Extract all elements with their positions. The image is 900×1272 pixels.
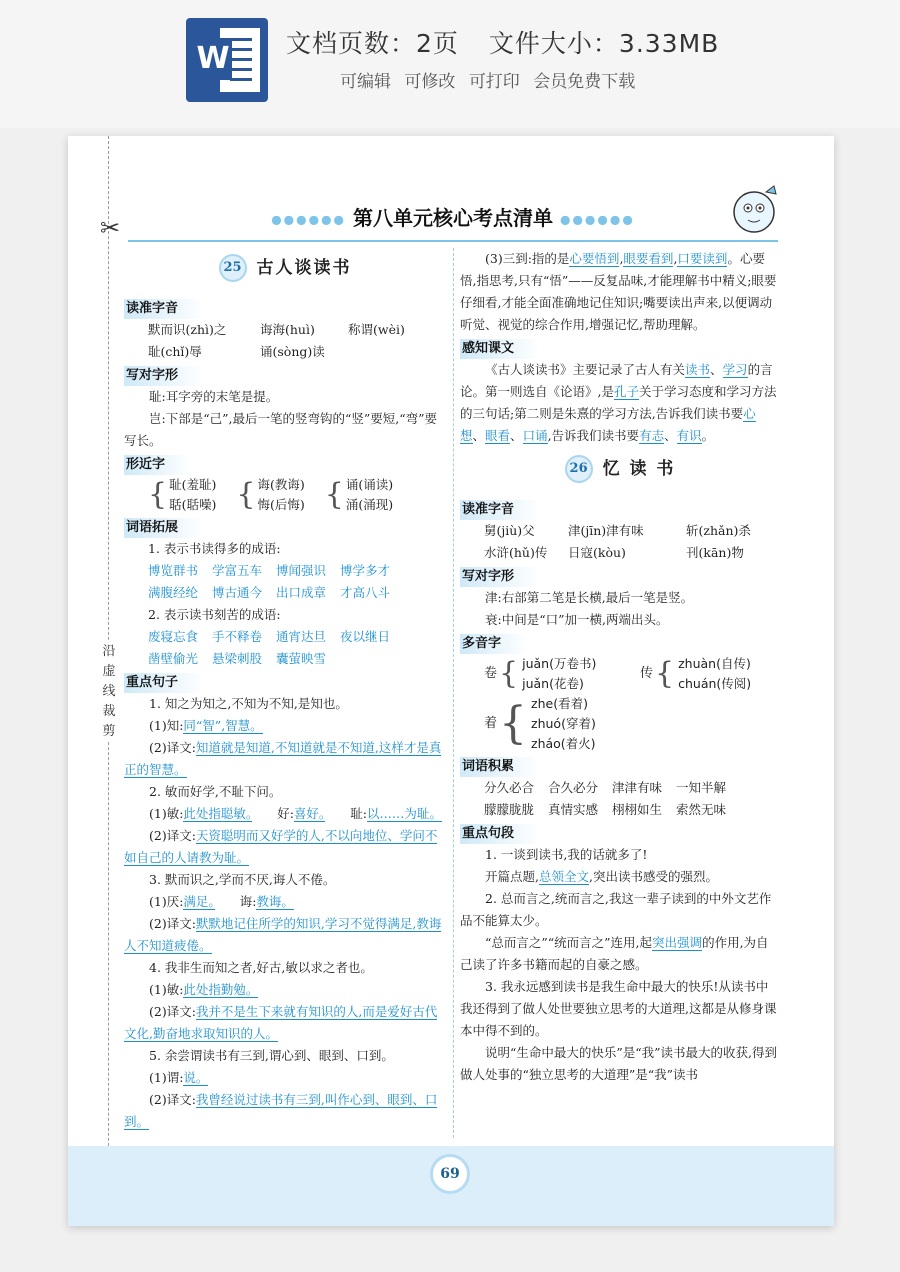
answer: 知道就是知道,不知道就是不知道,这样才是真正的智慧。 [124,740,442,777]
document-page [68,136,834,1226]
lesson-number-badge: 25 [219,254,247,282]
pron-item: 刊(kān)物 [686,545,744,560]
polyphone-row [460,654,780,694]
feature-modifiable: 可修改 [404,72,456,92]
word: 合久必分 [548,780,599,795]
polyphone-group: 传 { zhuàn(自传) chuán(传阅) [640,654,751,694]
annotation: (2)译文:我曾经说过读书有三到,叫作心到、眼到、口到。 [124,1092,438,1129]
download-banner [0,0,900,128]
word: 索然无味 [676,802,727,817]
annotation: (1)敏:此处指聪敏。 好:喜好。 耻:以……为耻。 [149,806,442,821]
similar-chars [124,475,446,515]
idiom: 夜以继日 [340,629,391,644]
polyphone-group: 卷 { juǎn(万卷书) juǎn(花卷) [460,654,640,694]
pron-item: 舅(jiù)父 [484,523,535,538]
pron-row [460,542,780,564]
polyphone-reading: zháo(着火) [531,736,596,751]
similar-group: { 诲(教诲) 悔(后悔) [236,475,304,515]
answer: 孔子 [613,384,639,399]
annotation: “总而言之”“统而言之”连用,起突出强调的作用,为自己读了许多书籍而起的自豪之感。 [460,935,769,972]
key-sentence: 2. 总而言之,统而言之,我这一辈子读到的中外文艺作品不能算太少。 [460,891,772,928]
pron-item: 诲海(huì) [260,322,315,337]
annotation: (2)译文:我并不是生下来就有知识的人,而是爱好古代文化,勤奋地求取知识的人。 [124,1004,438,1041]
idiom: 出口成章 [276,585,327,600]
answer: 同“智”,智慧。 [183,718,263,733]
page-footer [68,1146,834,1226]
unit-title-text: 第八单元核心考点清单 [353,206,553,230]
word: 一知半解 [676,780,727,795]
polyphone-reading: zhe(看着) [531,696,588,711]
annotation: (2)译文:默默地记住所学的知识,学习不觉得满足,教诲人不知道疲倦。 [124,916,442,953]
lesson-25-column [124,248,446,1133]
pron-item: 耻(chǐ)辱 [148,344,202,359]
idiom: 学富五车 [212,563,263,578]
key-sentence: 4. 我非生而知之者,好古,敏以求之者也。 [149,960,373,975]
word-letter: W [194,38,232,80]
polyphone-group: 着 { zhe(看着) zhuó(穿着) zháo(着火) [460,694,780,754]
polyphone-reading: juǎn(花卷) [522,676,584,691]
polyphone-char: 着 [484,716,498,731]
title-underline [128,240,778,242]
similar-item: 涌(涌现) [345,497,394,512]
word: 分久必合 [484,780,535,795]
answer: 以……为耻。 [366,806,442,821]
unit-title-bar [128,196,778,242]
key-sentence: 1. 一谈到读书,我的话就多了! [485,847,648,862]
word-document-icon [186,18,268,102]
scissors-icon: ✂ [100,214,121,242]
pron-item: 斩(zhǎn)杀 [686,523,751,538]
polyphone-reading: zhuàn(自传) [678,656,751,671]
idiom-question: 1. 表示书读得多的成语: [148,541,281,556]
pron-item: 水浒(hǔ)传 [484,545,548,560]
pron-item: 称谓(wèi) [348,322,405,337]
polyphone-reading: zhuó(穿着) [531,716,596,731]
section-key-paragraphs: 重点句段 [460,824,540,844]
unit-title: ●●●●●● 第八单元核心考点清单 ●●●●●● [271,206,635,230]
idiom: 博闻强识 [276,563,327,578]
idiom: 手不释卷 [212,629,263,644]
similar-item: 耻(羞耻) [169,477,217,492]
key-sentence: 1. 知之为知之,不知为不知,是知也。 [149,696,348,711]
writing-note: 耻:耳字旁的末笔是提。 [149,389,279,404]
right-column [460,248,780,1086]
lesson-26-heading [460,455,780,489]
polyphone-reading: chuán(传阅) [678,676,752,691]
column-divider [453,248,454,1138]
word: 津津有味 [612,780,663,795]
lesson-title: 古人谈读书 [256,258,352,278]
key-sentence: 3. 我永远感到读书是我生命中最大的快乐!从读书中我还得到了做人处世要独立思考的大道理,这都是从修身课本中得不到的。 [460,979,777,1038]
annotation: (2)译文:知道就是知道,不知道就是不知道,这样才是真正的智慧。 [124,740,442,777]
key-sentence: 5. 余尝谓读书有三到,谓心到、眼到、口到。 [149,1048,394,1063]
pron-item: 津(jīn)津有味 [568,523,644,538]
polyphone-reading: juǎn(万卷书) [522,656,597,671]
file-info [286,24,749,60]
page-number: 69 [430,1154,470,1194]
feature-printable: 可打印 [468,72,520,92]
answer: 说。 [183,1070,209,1085]
feature-member-download: 会员免费下载 [533,72,636,92]
answer: 我曾经说过读书有三到,叫作心到、眼到、口到。 [124,1092,438,1129]
polyphone-char: 卷 [484,666,498,681]
similar-group: { 耻(羞耻) 聒(聒噪) [148,475,216,515]
perceive-paragraph: 《古人谈读书》主要记录了古人有关读书、学习的言论。第一则选自《论语》,是孔子关于学习态度和学习方法的三句话;第二则是朱熹的学习方法,告诉我们读书要心想、眼看、口诵,告诉我们读书要有志、有识。 [460,362,777,443]
idiom-question: 2. 表示读书刻苦的成语: [148,607,281,622]
answer: 心要悟到 [569,251,620,266]
answer: 心想 [460,406,756,443]
feature-editable: 可编辑 [340,72,391,92]
annotation: (1)知:同“智”,智慧。 [149,718,263,733]
lesson-25-heading [124,254,446,288]
annotation: (1)敏:此处指勤勉。 [149,982,259,997]
idiom: 博览群书 [148,563,199,578]
writing-note: 衰:中间是“口”加一横,两端出头。 [485,612,669,627]
answer: 眼看 [485,428,511,443]
annotation: (3)三到:指的是心要悟到,眼要看到,口要读到。心要悟,指思考,只有“悟”——反复品味,才能理解书中精义;眼要仔细看,才能全面准确地记住知识;嘴要读出声来,以便调动听觉、视觉的综合作用,增强记忆,帮助理解。 [460,251,777,332]
section-idioms: 词语拓展 [124,518,204,538]
idiom: 悬梁刺股 [212,651,263,666]
annotation: 说明“生命中最大的快乐”是“我”读书最大的收获,得到做人处事的“独立思考的大道理”是“我”读书 [460,1045,778,1082]
answer: 口要读到 [677,251,728,266]
answer: 教诲。 [256,894,294,909]
similar-group: { 诵(诵读) 涌(涌现) [325,475,393,515]
cut-instruction: 沿虚线裁剪 [100,642,118,742]
answer: 有志 [639,428,665,443]
answer: 眼要看到 [623,251,674,266]
idiom: 博学多才 [340,563,391,578]
answer: 此处指聪敏。 [183,806,253,821]
answer: 总领全文 [538,869,589,884]
similar-item: 诵(诵读) [345,477,394,492]
answer: 此处指勤勉。 [183,982,259,997]
lesson-number-badge: 26 [565,455,593,483]
section-polyphones: 多音字 [460,634,527,654]
answer: 有识 [676,428,702,443]
pron-row [460,520,780,542]
section-words: 词语积累 [460,757,540,777]
polyphone-char: 传 [640,666,654,681]
section-pronunciation: 读准字音 [460,500,540,520]
lesson-title: 忆 读 书 [602,459,676,479]
similar-item: 悔(后悔) [257,497,305,512]
idiom: 满腹经纶 [148,585,199,600]
annotation: (2)译文:天资聪明而又好学的人,不以向地位、学问不如自己的人请教为耻。 [124,828,438,865]
annotation: (1)谓:说。 [149,1070,209,1085]
similar-item: 聒(聒噪) [169,497,217,512]
idiom: 凿壁偷光 [148,651,199,666]
annotation: 开篇点题,总领全文,突出读书感受的强烈。 [485,869,718,884]
writing-note: 津:右部第二笔是长横,最后一笔是竖。 [485,590,694,605]
pron-item: 默而识(zhì)之 [148,322,227,337]
pron-row [124,319,446,341]
idiom: 通宵达旦 [276,629,327,644]
word-list [460,777,780,821]
file-size: 文件大小：3.33MB [488,29,720,58]
answer: 突出强调 [652,935,703,950]
answer: 满足。 [183,894,215,909]
word: 真情实感 [548,802,599,817]
pron-row [124,341,446,363]
similar-item: 诲(教诲) [257,477,305,492]
section-pronunciation: 读准字音 [124,299,204,319]
answer: 口诵 [522,428,548,443]
annotation: (1)厌:满足。 诲:教诲。 [149,894,294,909]
word: 栩栩如生 [612,802,663,817]
idiom-answers [124,626,446,670]
answer: 我并不是生下来就有知识的人,而是爱好古代文化,勤奋地求取知识的人。 [124,1004,438,1041]
key-sentence: 3. 默而识之,学而不厌,诲人不倦。 [149,872,336,887]
idiom: 博古通今 [212,585,263,600]
answer: 学习 [722,362,748,377]
section-similar-chars: 形近字 [124,455,191,475]
idiom: 囊萤映雪 [276,651,327,666]
answer: 天资聪明而又好学的人,不以向地位、学问不如自己的人请教为耻。 [124,828,438,865]
answer: 默默地记住所学的知识,学习不觉得满足,教诲人不知道疲倦。 [124,916,442,953]
idiom: 才高八斗 [340,585,391,600]
pron-item: 日寇(kòu) [568,545,626,560]
pron-item: 诵(sòng)读 [260,344,325,359]
page-count: 文档页数：2页 [286,29,459,58]
writing-note: 岂:下部是“己”,最后一笔的竖弯钩的“竖”要短,“弯”要写长。 [124,411,438,448]
answer: 读书 [685,362,711,377]
idiom: 废寝忘食 [148,629,199,644]
key-sentence: 2. 敏而好学,不耻下问。 [149,784,282,799]
mascot-icon [726,184,784,238]
section-writing: 写对字形 [460,567,540,587]
section-key-sentences: 重点句子 [124,673,204,693]
section-writing: 写对字形 [124,366,204,386]
idiom-answers [124,560,446,604]
word: 朦朦胧胧 [484,802,535,817]
section-perceive-text: 感知课文 [460,339,540,359]
answer: 喜好。 [293,806,326,821]
feature-list [340,67,643,92]
